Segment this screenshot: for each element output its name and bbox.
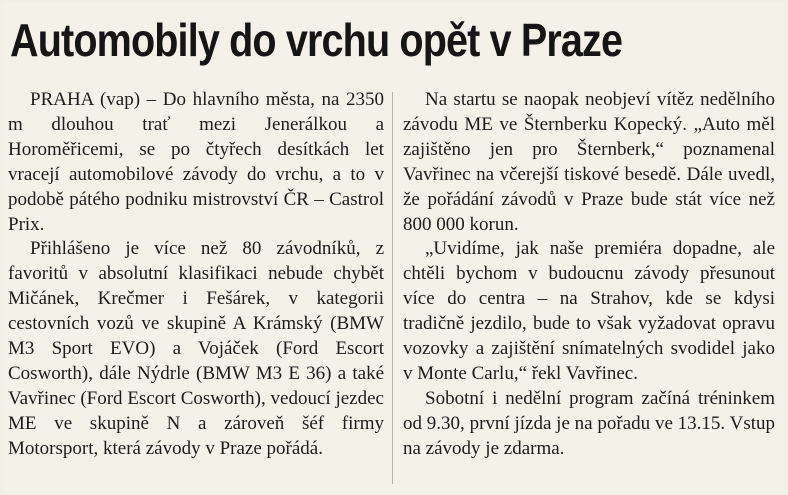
- right-column: [403, 88, 775, 462]
- paragraph: „Uvidíme, jak naše premiéra dopadne, ale chtěli bychom v budoucnu závody přesunout více do centra – na Strahov, kde se kdysi tradičně jezdilo, bude to však vyžadovat opravu vozovky a zajištění snímatelných svodidel jako v Monte Carlu,“ řekl Vavřinec.: [403, 238, 775, 384]
- headline: Automobily do vrchu opět v Praze: [10, 14, 623, 66]
- paragraph: Přihlášeno je více než 80 závodníků, z favoritů v absolutní klasifikaci nebude chybět Mičánek, Krečmer i Fešárek, v kategorii cestovních vozů ve skupině A Krámský (BMW M3 Sport EVO) a Vojáček (Ford Escort Cosworth), dále Nýdrle (BMW M3 E 36) a také Vavřinec (Ford Escort Cosworth), vedoucí jezdec ME ve skupině N a zároveň šéf firmy Motorsport, která závody v Praze pořádá.: [8, 238, 384, 459]
- left-column: [8, 88, 384, 462]
- column-divider: [392, 92, 393, 484]
- paragraph: PRAHA (vap) – Do hlavního města, na 2350 m dlouhou trať mezi Jenerálkou a Horoměřicemi, se po čtyřech desítkách let vracejí automobilové závody do vrchu, a to v podobě pátého podniku mistrovství ČR – Castrol Prix.: [8, 89, 384, 235]
- paragraph: Sobotní i nedělní program začíná tréninkem od 9.30, první jízda je na pořadu ve 13.15. Vstup na závody je zdarma.: [403, 387, 775, 459]
- paragraph: Na startu se naopak neobjeví vítěz nedělního závodu ME ve Šternberku Kopecký. „Auto měl zajištěno jen pro Šternberk,“ poznamenal Vavřinec na včerejší tiskové besedě. Dále uvedl, že pořádání závodů v Praze bude stát více než 800 000 korun.: [403, 89, 775, 235]
